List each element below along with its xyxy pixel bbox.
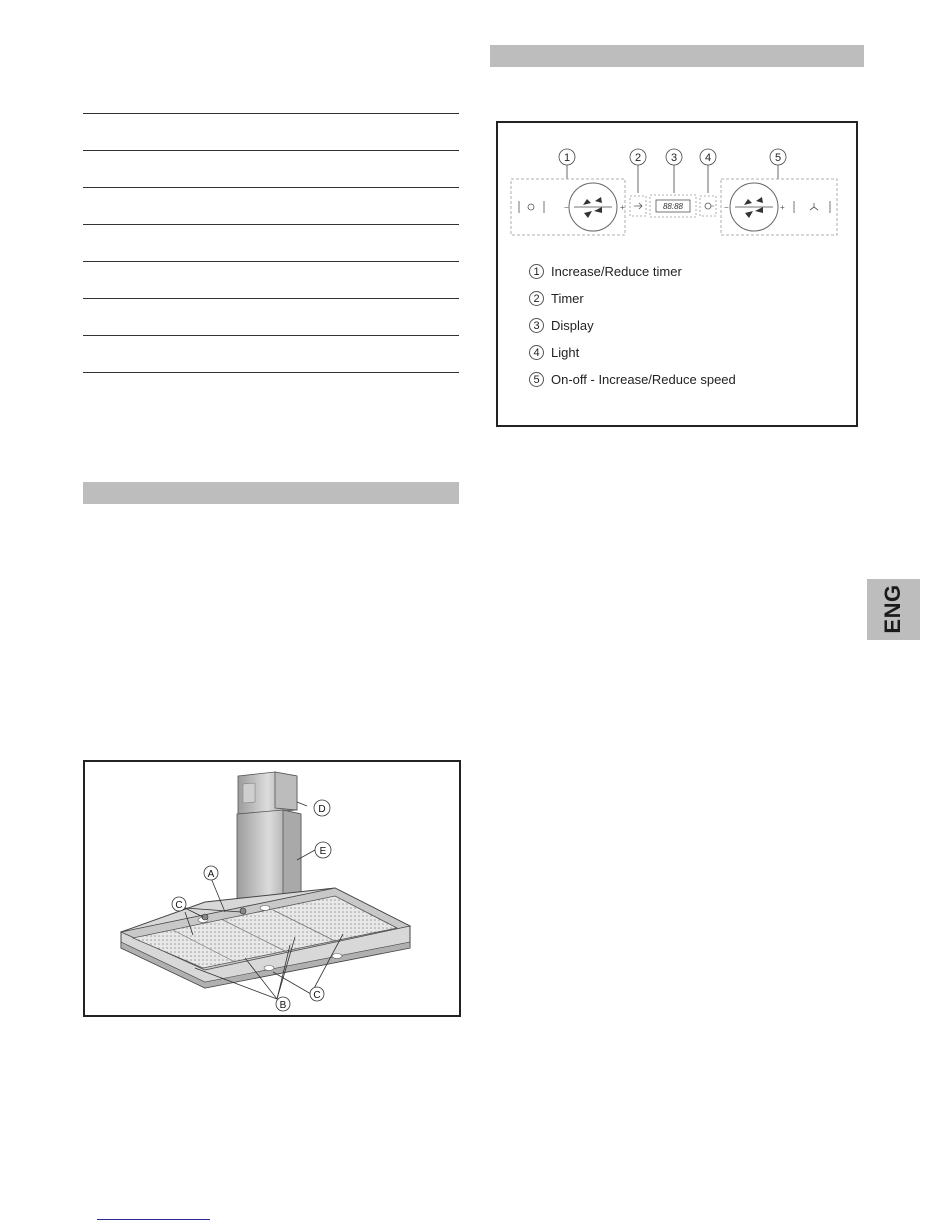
- svg-text:88:88: 88:88: [662, 202, 684, 211]
- label-C-top: [172, 897, 186, 911]
- svg-text:E: E: [319, 846, 327, 857]
- legend-number: 4: [529, 345, 544, 360]
- svg-text:3: 3: [670, 152, 678, 164]
- language-tab-label: ENG: [880, 584, 905, 634]
- legend-item: [529, 366, 736, 393]
- table-rule: [83, 150, 459, 151]
- table-rule: [83, 261, 459, 262]
- label-E: [315, 842, 331, 858]
- callout-3: [666, 149, 682, 193]
- legend-item: [529, 258, 736, 285]
- table-rule: [83, 298, 459, 299]
- hood-figure: [83, 760, 461, 1017]
- legend-label: Display: [551, 318, 594, 333]
- svg-text:C: C: [313, 990, 321, 1001]
- svg-text:1: 1: [563, 152, 571, 164]
- legend-label: Increase/Reduce timer: [551, 264, 682, 279]
- legend-number: 5: [529, 372, 544, 387]
- svg-text:−: −: [724, 203, 729, 212]
- svg-text:C: C: [175, 900, 183, 911]
- timer-clock-icon: [528, 204, 534, 210]
- fan-icon: [810, 203, 818, 210]
- legend-number: 2: [529, 291, 544, 306]
- table-rule: [83, 187, 459, 188]
- svg-text:2: 2: [634, 152, 642, 164]
- svg-text:5: 5: [774, 152, 782, 164]
- label-A: [204, 866, 218, 880]
- hood-illustration: [85, 762, 459, 1015]
- canopy: [121, 888, 410, 988]
- timer-dial: [569, 183, 617, 231]
- speed-dial: [730, 183, 778, 231]
- label-C-bottom: [310, 987, 324, 1001]
- legend-label: Light: [551, 345, 580, 360]
- section-bar-right: [490, 45, 864, 67]
- svg-text:A: A: [207, 869, 215, 880]
- label-D: [314, 800, 330, 816]
- svg-text:+: +: [620, 203, 625, 212]
- svg-text:+: +: [780, 203, 785, 212]
- callout-1: [559, 149, 575, 179]
- control-legend: [529, 258, 736, 393]
- legend-item: [529, 285, 736, 312]
- section-bar-left: [83, 482, 459, 504]
- table-rule: [83, 335, 459, 336]
- control-panel-diagram: [498, 123, 856, 253]
- legend-item: [529, 339, 736, 366]
- display: [650, 195, 696, 217]
- legend-number: 3: [529, 318, 544, 333]
- callout-4: [700, 149, 716, 193]
- svg-text:D: D: [318, 804, 326, 815]
- label-B: [276, 997, 290, 1011]
- light-button: [700, 196, 716, 216]
- table-rule: [83, 372, 459, 373]
- footer-link-underline: [97, 1219, 210, 1220]
- callout-5: [770, 149, 786, 179]
- table-rule: [83, 224, 459, 225]
- callout-2: [630, 149, 646, 193]
- chimney: [237, 772, 301, 900]
- legend-label: Timer: [551, 291, 584, 306]
- language-tab: [867, 579, 920, 640]
- legend-number: 1: [529, 264, 544, 279]
- svg-text:B: B: [279, 1000, 287, 1011]
- legend-item: [529, 312, 736, 339]
- legend-label: On-off - Increase/Reduce speed: [551, 372, 736, 387]
- control-panel-figure: [496, 121, 858, 427]
- svg-text:4: 4: [704, 152, 712, 164]
- table-rule: [83, 113, 459, 114]
- svg-text:−: −: [564, 203, 569, 212]
- timer-button: [630, 196, 646, 216]
